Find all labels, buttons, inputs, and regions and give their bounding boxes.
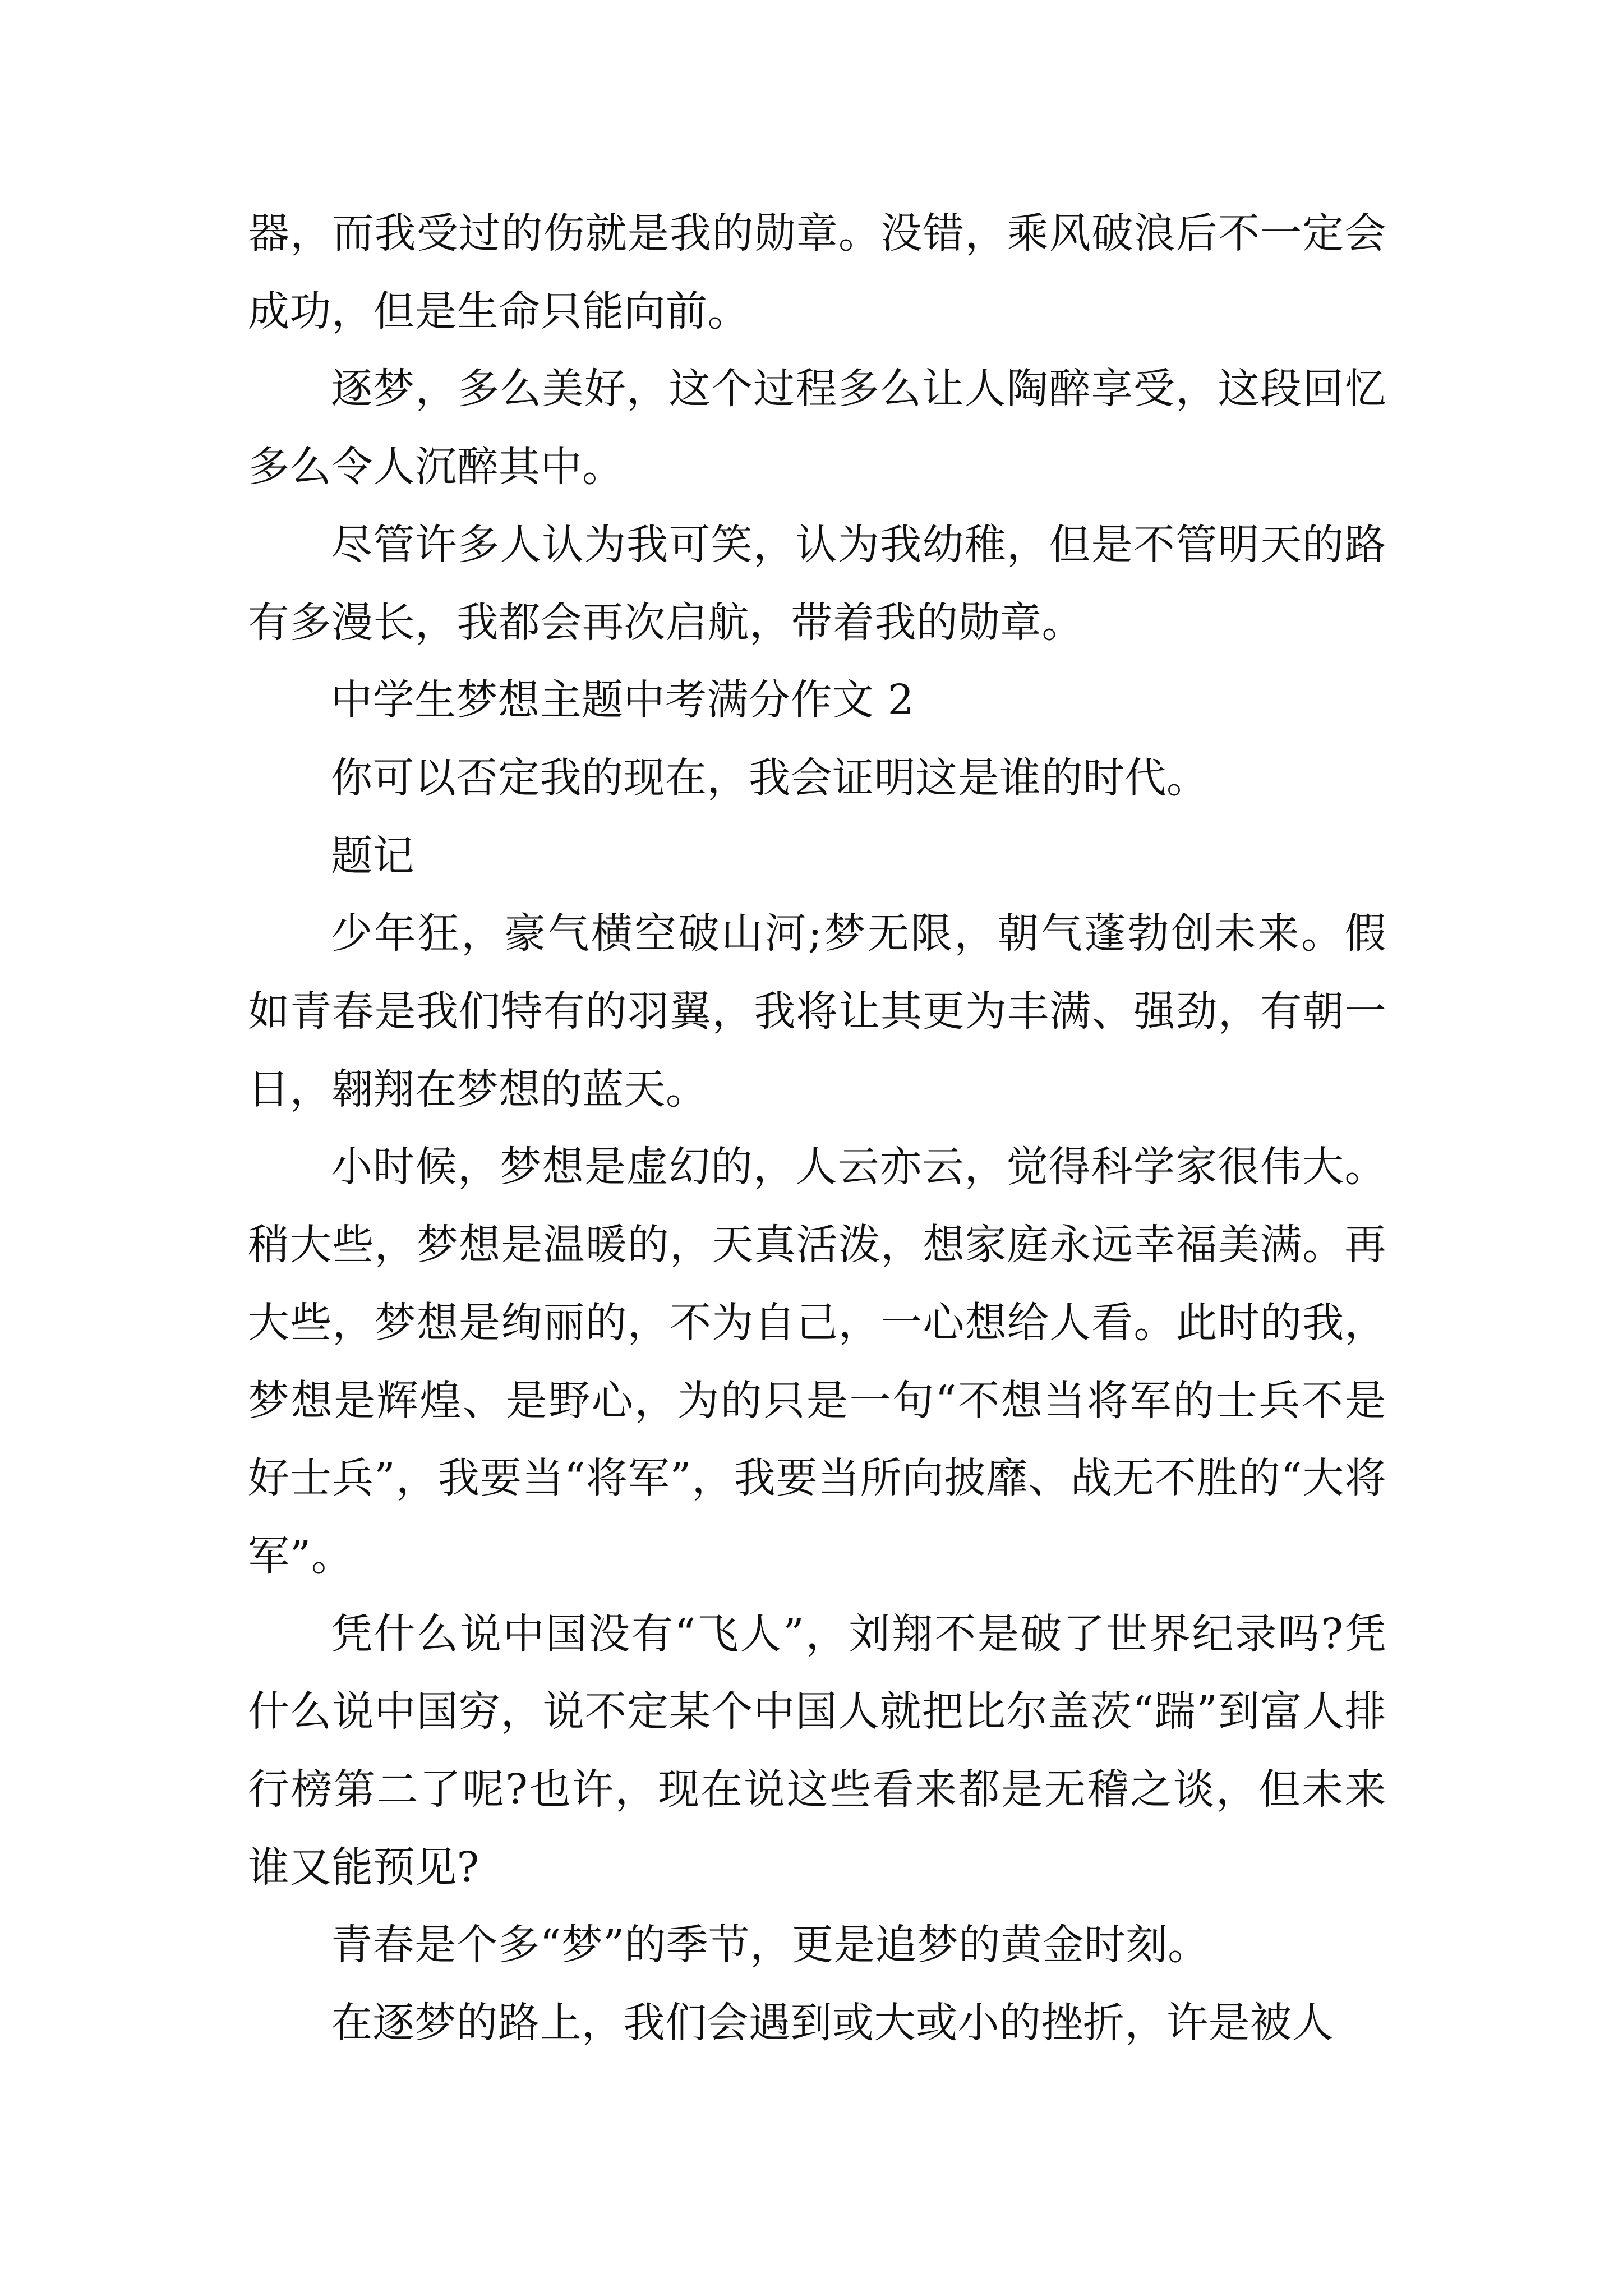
paragraph-7: 少年狂，豪气横空破山河;梦无限，朝气蓬勃创未来。假如青春是我们特有的羽翼，我将让其更为丰满、强劲，有朝一日，翱翔在梦想的蓝天。 — [248, 909, 1386, 1114]
epigraph: 你可以否定我的现在，我会证明这是谁的时代。 — [331, 753, 1209, 802]
paragraph-11: 在逐梦的路上，我们会遇到或大或小的挫折，许是被人 — [331, 1999, 1334, 2047]
essay-title: 中学生梦想主题中考满分作文 2 — [331, 676, 915, 725]
paragraph-3: 尽管许多人认为我可笑，认为我幼稚，但是不管明天的路有多漫长，我都会再次启航，带着我的勋章。 — [248, 520, 1386, 647]
paragraph-9: 凭什么说中国没有“飞人”，刘翔不是破了世界纪录吗?凭什么说中国穷，说不定某个中国人就把比尔盖茨“踹”到富人排行榜第二了呢?也许，现在说这些看来都是无稽之谈，但未来谁又能预见? — [248, 1609, 1386, 1892]
epigraph-label: 题记 — [331, 831, 414, 880]
paragraph-1: 器，而我受过的伤就是我的勋章。没错，乘风破浪后不一定会成功，但是生命只能向前。 — [248, 209, 1386, 335]
paragraph-2: 逐梦，多么美好，这个过程多么让人陶醉享受，这段回忆多么令人沉醉其中。 — [248, 365, 1386, 491]
paragraph-10: 青春是个多“梦”的季节，更是追梦的黄金时刻。 — [331, 1921, 1210, 1970]
document-body — [248, 195, 1386, 2062]
paragraph-8: 小时候，梦想是虚幻的，人云亦云，觉得科学家很伟大。稍大些，梦想是温暖的，天真活泼，想家庭永远幸福美满。再大些，梦想是绚丽的，不为自己，一心想给人看。此时的我，梦想是辉煌、是野心，为的只是一句“不想当将军的士兵不是好士兵”，我要当“将军”，我要当所向披靡、战无不胜的“大将军”。 — [248, 1143, 1386, 1580]
